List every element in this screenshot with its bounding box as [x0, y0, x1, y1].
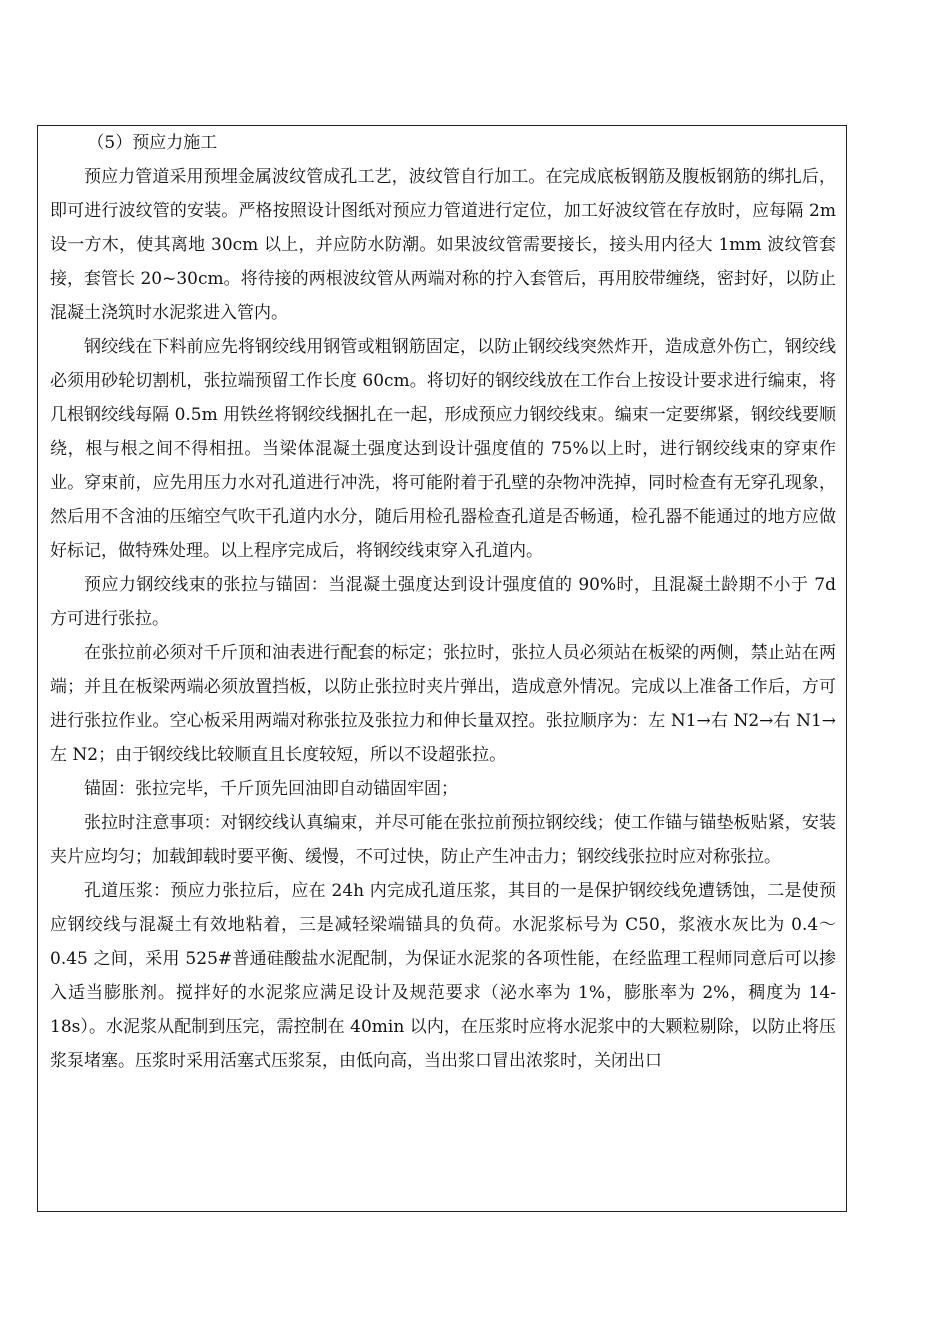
paragraph-strand-preparation: 钢绞线在下料前应先将钢绞线用钢管或粗钢筋固定，以防止钢绞线突然炸开，造成意外伤亡，钢绞线必须用砂轮切割机，张拉端预留工作长度 60cm。将切好的钢绞线放在工作台上按设计要求进行编束，将几根钢绞线每隔 0.5m 用铁丝将钢绞线捆扎在一起，形成预应力钢绞线束。编束一定要绑紧，钢绞线要顺绕，根与根之间不得相扭。当梁体混凝土强度达到设计强度值的 75%以上时，进行钢绞线束的穿束作业。穿束前，应先用压力水对孔道进行冲洗，将可能附着于孔壁的杂物冲洗掉，同时检查有无穿孔现象，然后用不含油的压缩空气吹干孔道内水分，随后用检孔器检查孔道是否畅通，检孔器不能通过的地方应做好标记，做特殊处理。以上程序完成后，将钢绞线束穿入孔道内。	[50, 337, 836, 561]
section-title: （5）预应力施工	[87, 133, 218, 153]
paragraph-tension-notes: 张拉时注意事项：对钢绞线认真编束，并尽可能在张拉前预拉钢绞线；使工作锚与锚垫板贴紧，安装夹片应均匀；加载卸载时要平衡、缓慢，不可过快，防止产生冲击力；钢绞线张拉时应对称张拉。	[50, 813, 836, 867]
document-frame	[37, 125, 847, 1212]
paragraph-tension-procedure: 在张拉前必须对千斤顶和油表进行配套的标定；张拉时，张拉人员必须站在板梁的两侧，禁止站在两端；并且在板梁两端必须放置挡板，以防止张拉时夹片弹出，造成意外情况。完成以上准备工作后，方可进行张拉作业。空心板采用两端对称张拉及张拉力和伸长量双控。张拉顺序为：左 N1→右 N2→右 N1→左 N2；由于钢绞线比较顺直且长度较短，所以不设超张拉。	[50, 643, 836, 765]
document-body	[50, 126, 836, 1078]
paragraph-anchorage: 锚固：张拉完毕，千斤顶先回油即自动锚固牢固；	[84, 779, 458, 799]
paragraph-tension-anchorage: 预应力钢绞线束的张拉与锚固：当混凝土强度达到设计强度值的 90%时，且混凝土龄期不小于 7d 方可进行张拉。	[50, 575, 836, 629]
paragraph-corrugated-duct: 预应力管道采用预埋金属波纹管成孔工艺，波纹管自行加工。在完成底板钢筋及腹板钢筋的绑扎后，即可进行波纹管的安装。严格按照设计图纸对预应力管道进行定位，加工好波纹管在存放时，应每隔 2m 设一方木，使其离地 30cm 以上，并应防水防潮。如果波纹管需要接长，接头用内径大 1mm 波纹管套接，套管长 20~30cm。将待接的两根波纹管从两端对称的拧入套管后，再用胶带缠绕，密封好，以防止混凝土浇筑时水泥浆进入管内。	[50, 167, 836, 323]
paragraph-duct-grouting: 孔道压浆：预应力张拉后，应在 24h 内完成孔道压浆，其目的一是保护钢绞线免遭锈蚀，二是使预应钢绞线与混凝土有效地粘着，三是减轻梁端锚具的负荷。水泥浆标号为 C50，浆液水灰比为 0.4～0.45 之间，采用 525#普通硅酸盐水泥配制，为保证水泥浆的各项性能，在经监理工程师同意后可以掺入适当膨胀剂。搅拌好的水泥浆应满足设计及规范要求（泌水率为 1%，膨胀率为 2%，稠度为 14-18s）。水泥浆从配制到压完，需控制在 40min 以内，在压浆时应将水泥浆中的大颗粒剔除，以防止将压浆泵堵塞。压浆时采用活塞式压浆泵，由低向高，当出浆口冒出浓浆时，关闭出口	[50, 881, 836, 1071]
